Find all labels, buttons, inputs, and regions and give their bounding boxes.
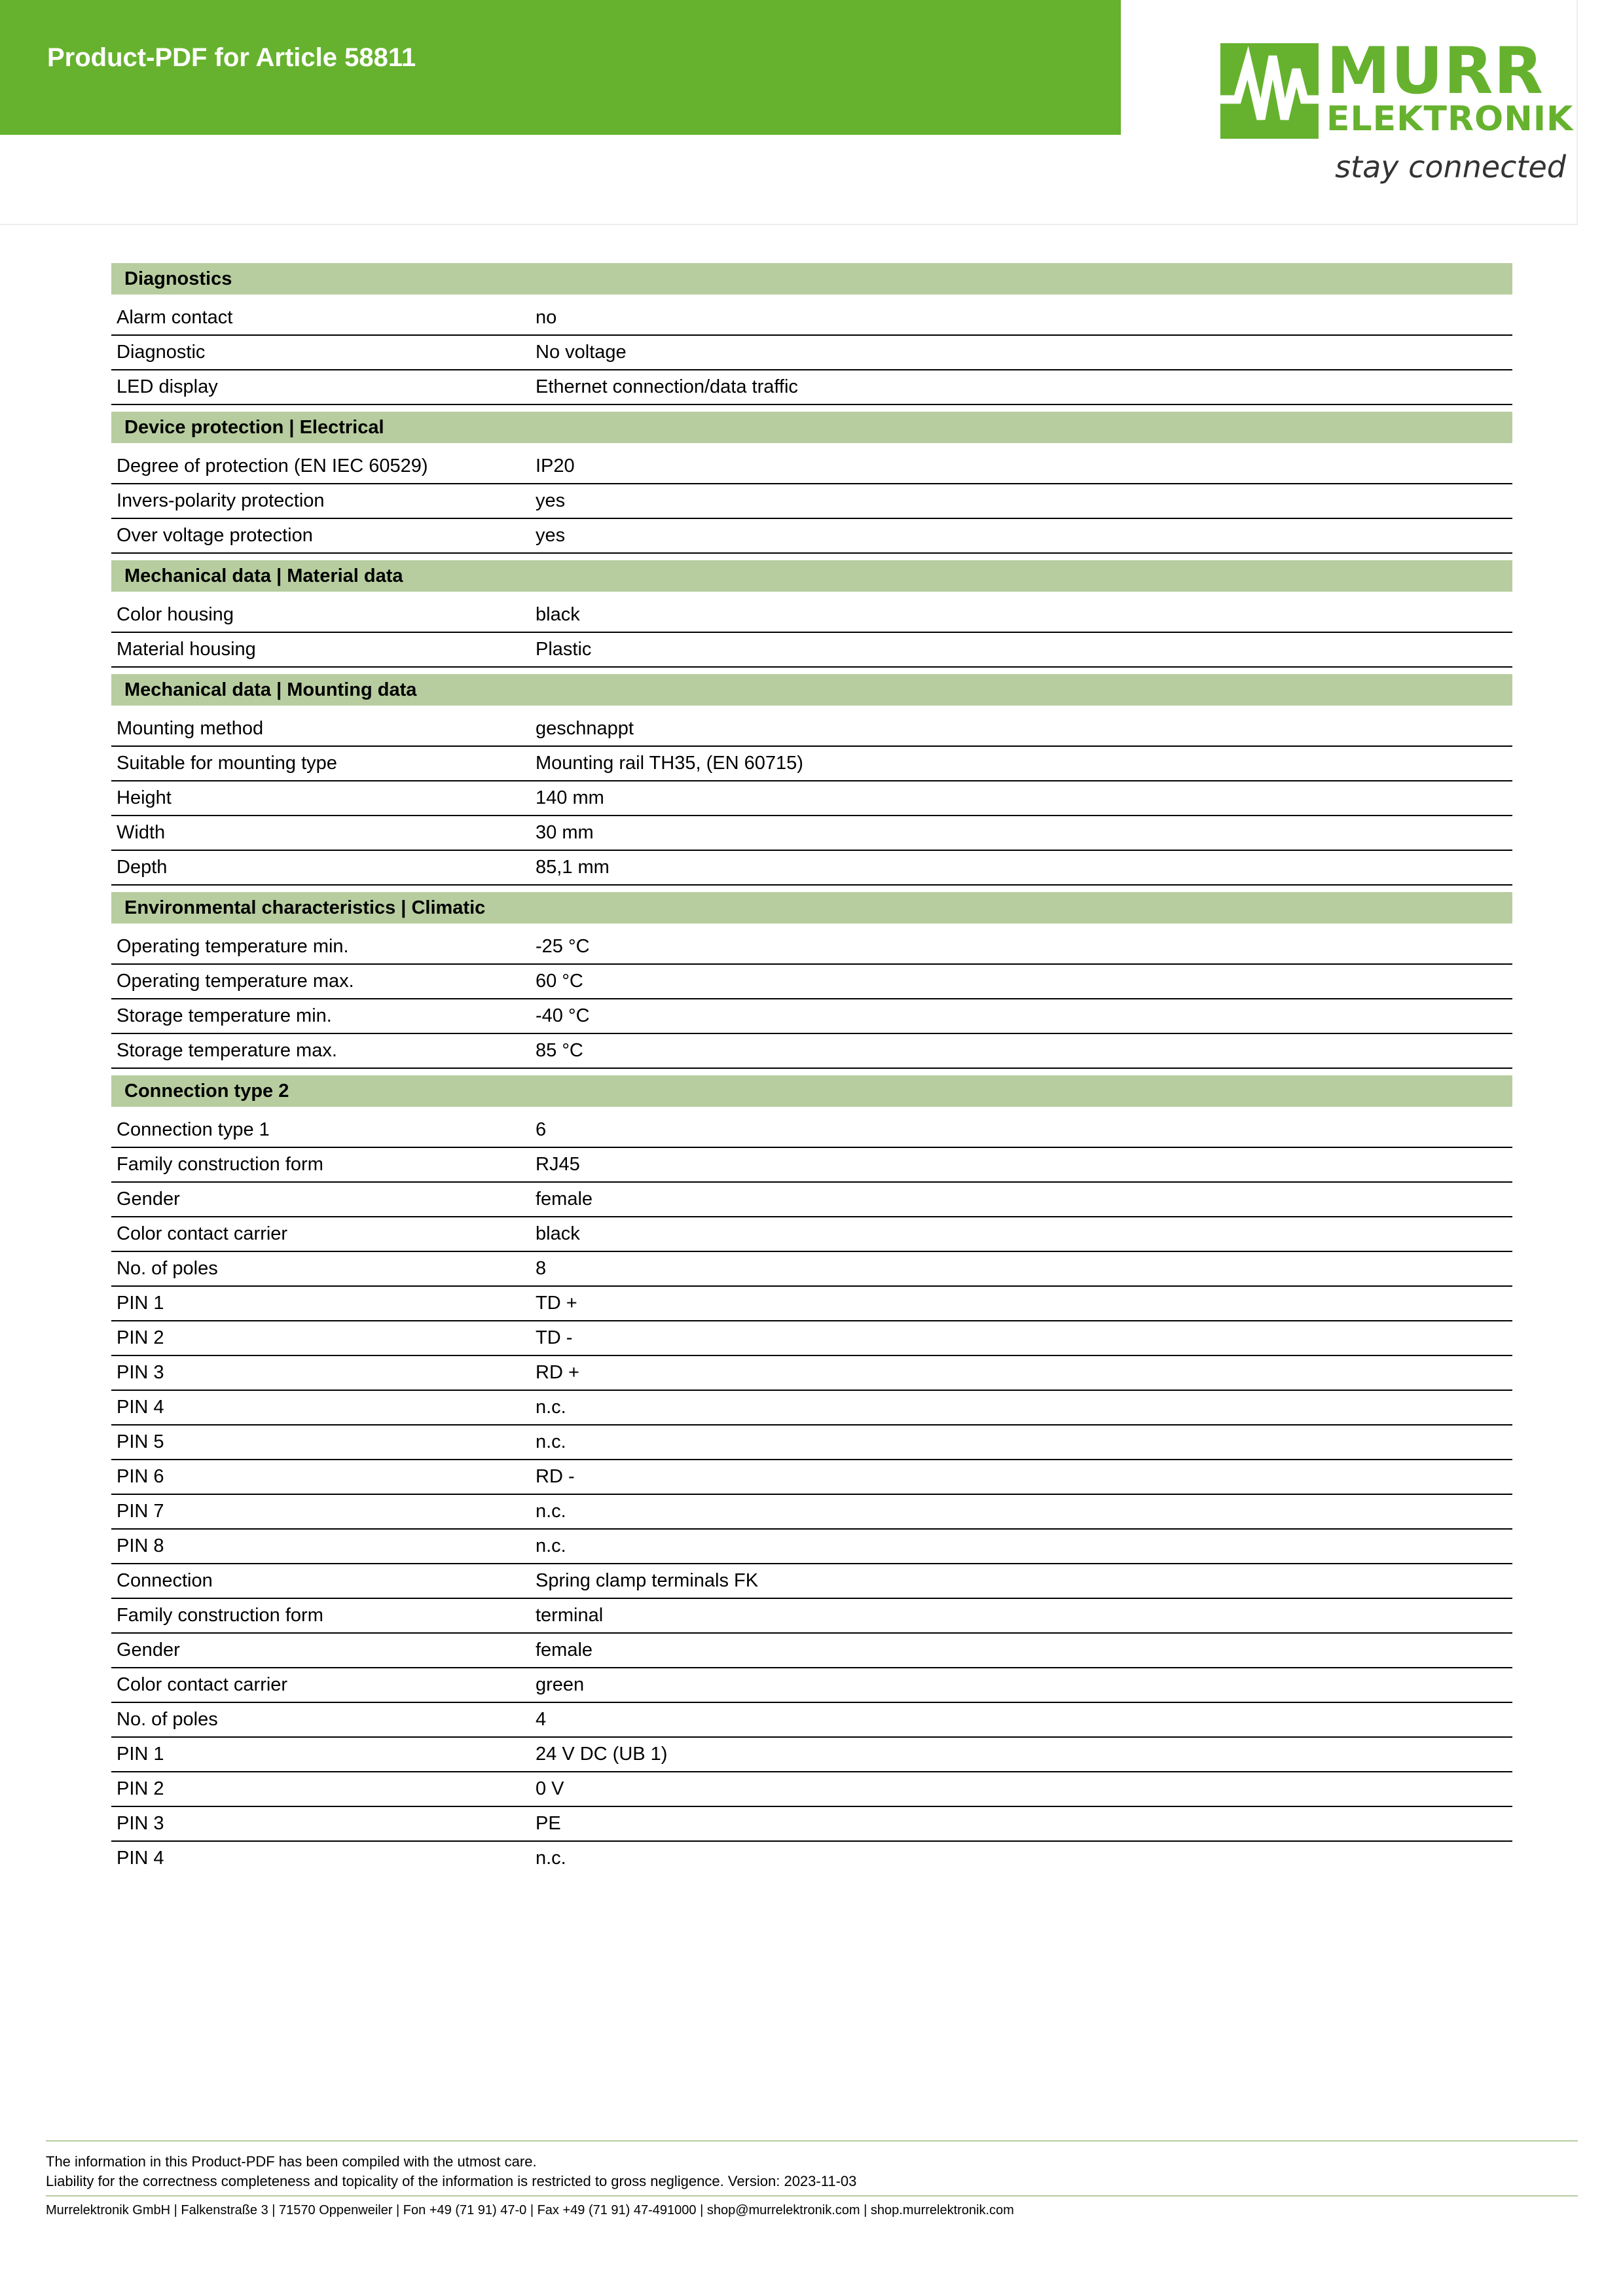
spec-label: Gender bbox=[117, 1189, 180, 1210]
footer-address: Murrelektronik GmbH | Falkenstraße 3 | 71570 Oppenweiler | Fon +49 (71 91) 47-0 | Fax +49 (71 91) 47-491000 | shop@murrelektronik.com | shop.murrelektronik.com bbox=[46, 2203, 1014, 2217]
spec-label: Connection type 1 bbox=[117, 1119, 270, 1140]
spec-label: Family construction form bbox=[117, 1154, 323, 1175]
footer-notice-line-1: The information in this Product-PDF has been compiled with the utmost care. bbox=[46, 2153, 537, 2170]
spec-row bbox=[111, 633, 1512, 668]
spec-value: yes bbox=[536, 525, 566, 546]
spec-row bbox=[111, 781, 1512, 816]
spec-value: RJ45 bbox=[536, 1154, 580, 1175]
spec-value: yes bbox=[536, 490, 566, 511]
spec-label: Material housing bbox=[117, 639, 256, 660]
section-header: Environmental characteristics | Climatic bbox=[111, 892, 1512, 924]
spec-row bbox=[111, 851, 1512, 886]
spec-value: green bbox=[536, 1674, 585, 1695]
spec-row bbox=[111, 712, 1512, 747]
spec-value: TD - bbox=[536, 1327, 573, 1348]
spec-row bbox=[111, 1564, 1512, 1599]
spec-label: PIN 1 bbox=[117, 1293, 164, 1314]
spec-value: n.c. bbox=[536, 1431, 566, 1452]
spec-section bbox=[111, 560, 1512, 668]
spec-value: female bbox=[536, 1189, 593, 1210]
spec-value: No voltage bbox=[536, 342, 627, 363]
spec-section bbox=[111, 892, 1512, 1069]
spec-row bbox=[111, 1530, 1512, 1564]
spec-label: PIN 6 bbox=[117, 1466, 164, 1487]
spec-row bbox=[111, 1668, 1512, 1703]
spec-value: 4 bbox=[536, 1709, 547, 1730]
spec-label: Gender bbox=[117, 1640, 180, 1660]
spec-value: IP20 bbox=[536, 456, 575, 476]
spec-label: Suitable for mounting type bbox=[117, 753, 337, 774]
spec-row bbox=[111, 1703, 1512, 1738]
section-header: Device protection | Electrical bbox=[111, 412, 1512, 443]
spec-value: RD - bbox=[536, 1466, 575, 1487]
spec-row bbox=[111, 999, 1512, 1034]
spec-row bbox=[111, 1738, 1512, 1772]
spec-value: PE bbox=[536, 1813, 561, 1834]
spec-section bbox=[111, 412, 1512, 554]
spec-label: Color contact carrier bbox=[117, 1674, 288, 1695]
spec-row bbox=[111, 1460, 1512, 1495]
spec-value: 140 mm bbox=[536, 787, 604, 808]
spec-row bbox=[111, 519, 1512, 554]
spec-label: Width bbox=[117, 822, 166, 843]
spec-label: Degree of protection (EN IEC 60529) bbox=[117, 456, 428, 476]
spec-value: Ethernet connection/data traffic bbox=[536, 376, 798, 397]
spec-row bbox=[111, 816, 1512, 851]
spec-label: PIN 2 bbox=[117, 1778, 164, 1799]
spec-label: Color contact carrier bbox=[117, 1223, 288, 1244]
spec-value: 24 V DC (UB 1) bbox=[536, 1744, 668, 1765]
spec-row bbox=[111, 1842, 1512, 1876]
spec-label: Depth bbox=[117, 857, 168, 878]
spec-row bbox=[111, 450, 1512, 484]
spec-row bbox=[111, 1807, 1512, 1842]
spec-row bbox=[111, 370, 1512, 405]
spec-label: Alarm contact bbox=[117, 307, 233, 328]
spec-label: PIN 3 bbox=[117, 1813, 164, 1834]
spec-row bbox=[111, 1148, 1512, 1183]
header-band bbox=[0, 0, 1121, 135]
spec-label: Storage temperature min. bbox=[117, 1005, 332, 1026]
section-header: Mechanical data | Material data bbox=[111, 560, 1512, 592]
spec-label: Height bbox=[117, 787, 172, 808]
spec-value: 85 °C bbox=[536, 1040, 583, 1061]
spec-value: n.c. bbox=[536, 1397, 566, 1418]
spec-value: n.c. bbox=[536, 1848, 566, 1869]
spec-row bbox=[111, 598, 1512, 633]
spec-value: 6 bbox=[536, 1119, 547, 1140]
spec-row bbox=[111, 484, 1512, 519]
spec-value: 30 mm bbox=[536, 822, 594, 843]
spec-value: black bbox=[536, 1223, 580, 1244]
spec-row bbox=[111, 1426, 1512, 1460]
spec-section bbox=[111, 674, 1512, 886]
spec-label: PIN 4 bbox=[117, 1397, 164, 1418]
spec-label: PIN 1 bbox=[117, 1744, 164, 1765]
spec-table bbox=[111, 263, 1512, 1883]
spec-label: No. of poles bbox=[117, 1709, 218, 1730]
spec-value: black bbox=[536, 604, 580, 625]
spec-value: -25 °C bbox=[536, 936, 590, 957]
spec-section bbox=[111, 1075, 1512, 1876]
spec-value: -40 °C bbox=[536, 1005, 590, 1026]
spec-value: 85,1 mm bbox=[536, 857, 610, 878]
spec-value: 8 bbox=[536, 1258, 547, 1279]
spec-label: Connection bbox=[117, 1570, 213, 1591]
logo-word-elektronik: ELEKTRONIK bbox=[1326, 99, 1574, 139]
spec-value: geschnappt bbox=[536, 718, 634, 739]
spec-value: n.c. bbox=[536, 1501, 566, 1522]
spec-row bbox=[111, 930, 1512, 965]
spec-label: Operating temperature max. bbox=[117, 971, 354, 992]
spec-label: Over voltage protection bbox=[117, 525, 313, 546]
spec-row bbox=[111, 1034, 1512, 1069]
spec-label: PIN 8 bbox=[117, 1535, 164, 1556]
spec-label: Invers-polarity protection bbox=[117, 490, 325, 511]
spec-row bbox=[111, 1113, 1512, 1148]
spec-label: Family construction form bbox=[117, 1605, 323, 1626]
spec-value: 60 °C bbox=[536, 971, 583, 992]
spec-value: Spring clamp terminals FK bbox=[536, 1570, 759, 1591]
spec-label: No. of poles bbox=[117, 1258, 218, 1279]
spec-value: Plastic bbox=[536, 639, 592, 660]
spec-value: RD + bbox=[536, 1362, 579, 1383]
spec-label: LED display bbox=[117, 376, 218, 397]
spec-row bbox=[111, 1495, 1512, 1530]
footer-notice-line-2: Liability for the correctness completeness and topicality of the information is restricted to gross negligence. Version: 2023-11-03 bbox=[46, 2173, 857, 2189]
spec-value: Mounting rail TH35, (EN 60715) bbox=[536, 753, 803, 774]
spec-row bbox=[111, 336, 1512, 370]
logo-mark-icon bbox=[1220, 43, 1319, 139]
spec-row bbox=[111, 301, 1512, 336]
spec-label: Mounting method bbox=[117, 718, 264, 739]
spec-row bbox=[111, 1321, 1512, 1356]
spec-row bbox=[111, 747, 1512, 781]
spec-label: PIN 7 bbox=[117, 1501, 164, 1522]
spec-row bbox=[111, 965, 1512, 999]
section-header: Mechanical data | Mounting data bbox=[111, 674, 1512, 706]
spec-label: PIN 5 bbox=[117, 1431, 164, 1452]
spec-row bbox=[111, 1356, 1512, 1391]
page-title: Product-PDF for Article 58811 bbox=[47, 43, 416, 72]
logo-tagline: stay connected bbox=[1335, 149, 1566, 185]
spec-value: TD + bbox=[536, 1293, 577, 1314]
brand-logo bbox=[1220, 34, 1578, 196]
spec-value: female bbox=[536, 1640, 593, 1660]
spec-label: Operating temperature min. bbox=[117, 936, 349, 957]
spec-row bbox=[111, 1252, 1512, 1287]
spec-label: Color housing bbox=[117, 604, 234, 625]
logo-word-murr: MURR bbox=[1326, 34, 1544, 109]
spec-row bbox=[111, 1599, 1512, 1634]
spec-label: PIN 2 bbox=[117, 1327, 164, 1348]
spec-value: 0 V bbox=[536, 1778, 564, 1799]
spec-value: no bbox=[536, 307, 557, 328]
spec-value: n.c. bbox=[536, 1535, 566, 1556]
footer bbox=[46, 2140, 1578, 2220]
spec-row bbox=[111, 1634, 1512, 1668]
spec-label: Diagnostic bbox=[117, 342, 206, 363]
section-header: Connection type 2 bbox=[111, 1075, 1512, 1107]
spec-row bbox=[111, 1287, 1512, 1321]
spec-row bbox=[111, 1391, 1512, 1426]
spec-value: terminal bbox=[536, 1605, 604, 1626]
spec-label: PIN 4 bbox=[117, 1848, 164, 1869]
spec-section bbox=[111, 263, 1512, 405]
spec-label: PIN 3 bbox=[117, 1362, 164, 1383]
spec-row bbox=[111, 1772, 1512, 1807]
spec-row bbox=[111, 1217, 1512, 1252]
section-header: Diagnostics bbox=[111, 263, 1512, 295]
spec-row bbox=[111, 1183, 1512, 1217]
spec-label: Storage temperature max. bbox=[117, 1040, 337, 1061]
